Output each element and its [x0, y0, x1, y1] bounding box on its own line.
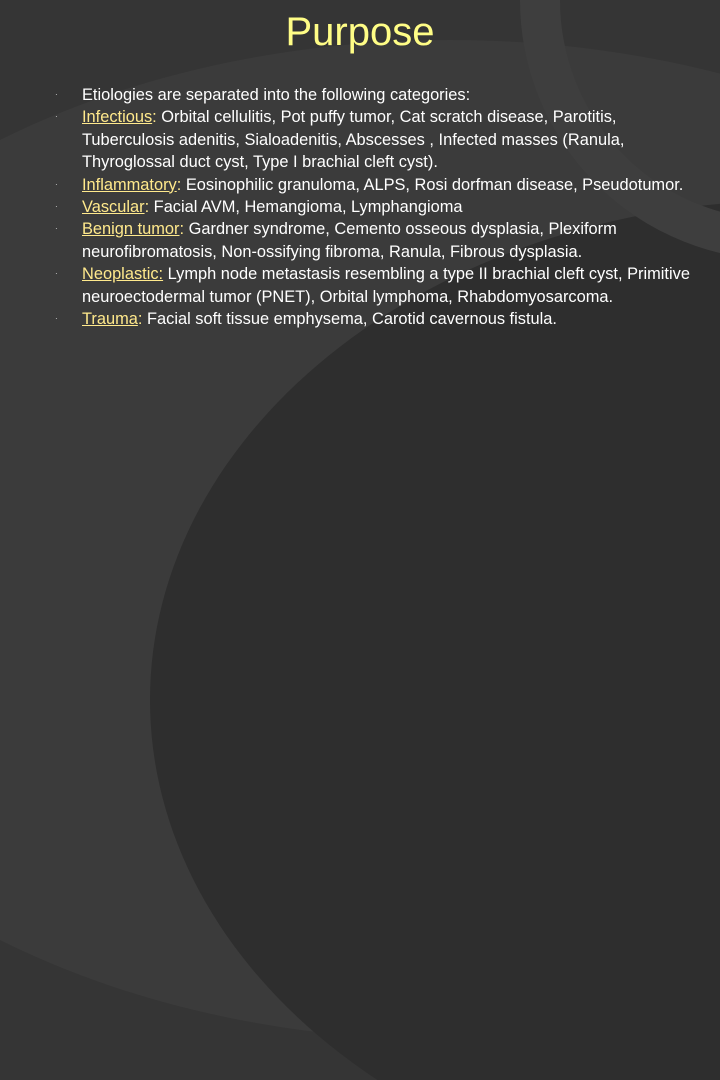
list-item: [55, 174, 695, 196]
category-separator: :: [144, 198, 150, 217]
list-item: [55, 308, 695, 330]
list-item: [55, 263, 695, 308]
bullet-icon: ·: [55, 90, 58, 99]
bullet-icon: ·: [55, 202, 58, 212]
category-label: Infectious: [82, 108, 153, 127]
category-separator: :: [179, 220, 185, 239]
category-separator: :: [152, 108, 157, 127]
item-text: Facial AVM, Hemangioma, Lymphangioma: [149, 198, 463, 217]
item-text: Etiologies are separated into the following categories:: [82, 86, 471, 104]
category-separator: :: [137, 310, 143, 329]
list-item: [55, 218, 695, 263]
item-text: Gardner syndrome, Cemento osseous dysplasia, Plexiform neurofibromatosis, Non-ossifying fibroma, Ranula, Fibrous dysplasia.: [82, 220, 617, 261]
item-text: Lymph node metastasis resembling a type II brachial cleft cyst, Primitive neuroectodermal tumor (PNET), Orbital lymphoma, Rhabdomyosarcoma.: [82, 265, 690, 306]
category-label: Inflammatory: [82, 175, 177, 194]
bullet-icon: ·: [55, 224, 58, 234]
item-text: Orbital cellulitis, Pot puffy tumor, Cat scratch disease, Parotitis, Tuberculosis adenitis, Sialoadenitis, Abscesses , Infected masses (Ranula, Thyroglossal duct cyst, Type I brachial cleft cyst).: [82, 108, 625, 172]
bullet-list: [55, 84, 695, 330]
item-text: Eosinophilic granuloma, ALPS, Rosi dorfman disease, Pseudotumor.: [181, 175, 684, 194]
slide-title: Purpose: [285, 10, 435, 54]
item-text: Facial soft tissue emphysema, Carotid cavernous fistula.: [142, 310, 557, 329]
bullet-icon: ·: [55, 179, 58, 189]
category-label: Benign tumor: [82, 220, 180, 239]
bullet-icon: ·: [55, 269, 58, 279]
category-label: Vascular: [82, 198, 145, 217]
category-label: Trauma: [82, 310, 138, 329]
list-item: [55, 84, 695, 106]
bullet-icon: ·: [55, 112, 58, 122]
list-item: [55, 106, 695, 173]
list-item: [55, 196, 695, 218]
bullet-icon: ·: [55, 314, 58, 324]
category-separator: :: [176, 175, 182, 194]
category-label: Neoplastic:: [82, 265, 164, 284]
